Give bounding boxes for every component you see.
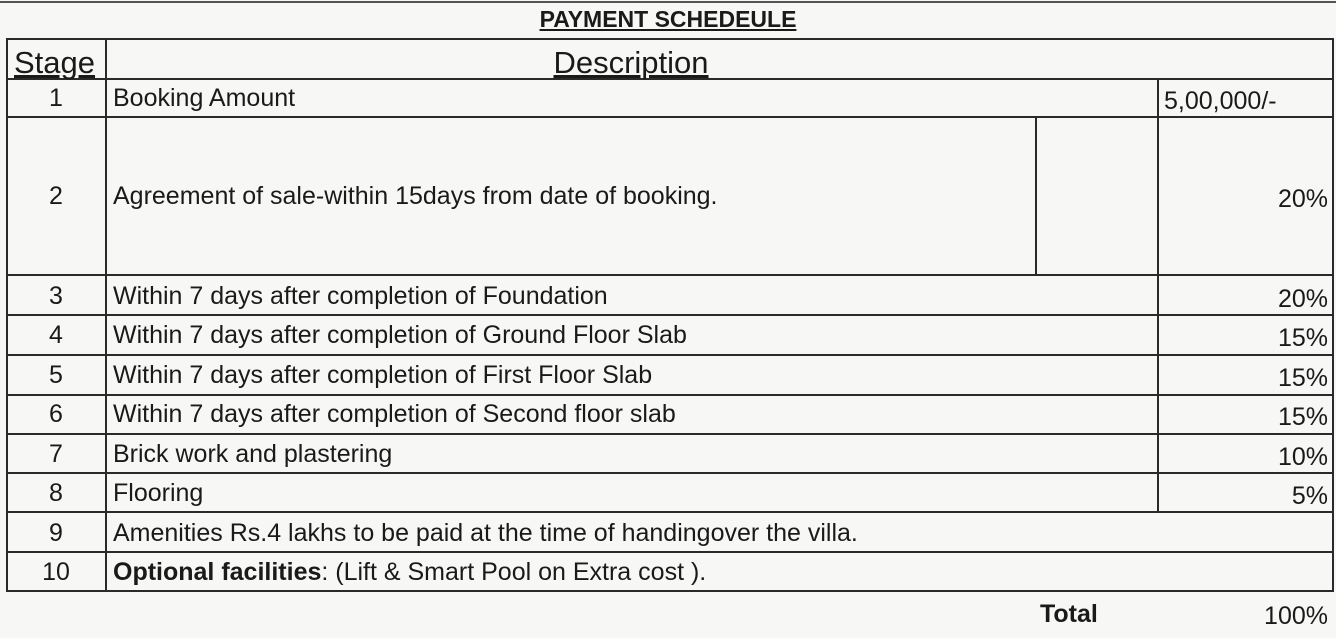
amount-column-divider: [1157, 78, 1159, 512]
inner-column-divider: [1035, 118, 1037, 276]
stage-description: Booking Amount: [113, 84, 296, 112]
stage-number: 3: [49, 282, 63, 310]
stage-number: 4: [49, 321, 63, 349]
stage-amount: 20%: [1277, 185, 1328, 213]
total-value: 100%: [1264, 602, 1328, 630]
header-stage: Stage: [14, 45, 96, 80]
table-border-bottom: [6, 590, 1334, 592]
stage-amount: 15%: [1277, 403, 1328, 431]
stage-description: Within 7 days after completion of Ground Floor Slab: [113, 321, 687, 349]
row-line: [6, 314, 1334, 316]
total-label: Total: [1040, 600, 1098, 628]
stage-description: Agreement of sale-within 15days from date of booking.: [113, 182, 718, 210]
stage-description: Within 7 days after completion of Second floor slab: [113, 400, 676, 428]
row-line: [6, 551, 1334, 553]
stage-number: 7: [49, 440, 63, 468]
row-line: [6, 472, 1334, 474]
stage-description: Within 7 days after completion of First Floor Slab: [113, 361, 653, 389]
stage-number: 1: [49, 84, 63, 112]
row-line: [6, 394, 1334, 396]
page-title: PAYMENT SCHEDEULE: [539, 6, 797, 32]
table-border-top: [6, 38, 1334, 40]
stage-number: 5: [49, 361, 63, 389]
optional-facilities-label: Optional facilities: [113, 558, 322, 586]
row-line: [6, 511, 1334, 513]
stage-amount: 5%: [1291, 482, 1328, 510]
stage-amount: 5,00,000/-: [1164, 87, 1277, 115]
stage-number: 9: [49, 519, 63, 547]
stage-amount: 15%: [1277, 364, 1328, 392]
stage-amount: 15%: [1277, 324, 1328, 352]
stage-number: 8: [49, 479, 63, 507]
top-rule: [0, 1, 1336, 3]
stage-amount: 10%: [1277, 443, 1328, 471]
stage-description: Within 7 days after completion of Foundation: [113, 282, 608, 310]
row-line: [6, 274, 1334, 276]
stage-description: Brick work and plastering: [113, 440, 393, 468]
row-line: [6, 116, 1334, 118]
header-description: Description: [553, 45, 709, 80]
row-line: [6, 354, 1334, 356]
stage-number: 2: [49, 182, 63, 210]
stage-amount: 20%: [1277, 285, 1328, 313]
row-line: [6, 433, 1334, 435]
stage-description: [113, 557, 706, 587]
stage-description: Amenities Rs.4 lakhs to be paid at the time of handingover the villa.: [113, 519, 858, 547]
stage-description: Flooring: [113, 479, 204, 507]
optional-facilities-detail: : (Lift & Smart Pool on Extra cost ).: [321, 558, 707, 586]
stage-number: 6: [49, 400, 63, 428]
stage-number: 10: [42, 558, 70, 586]
